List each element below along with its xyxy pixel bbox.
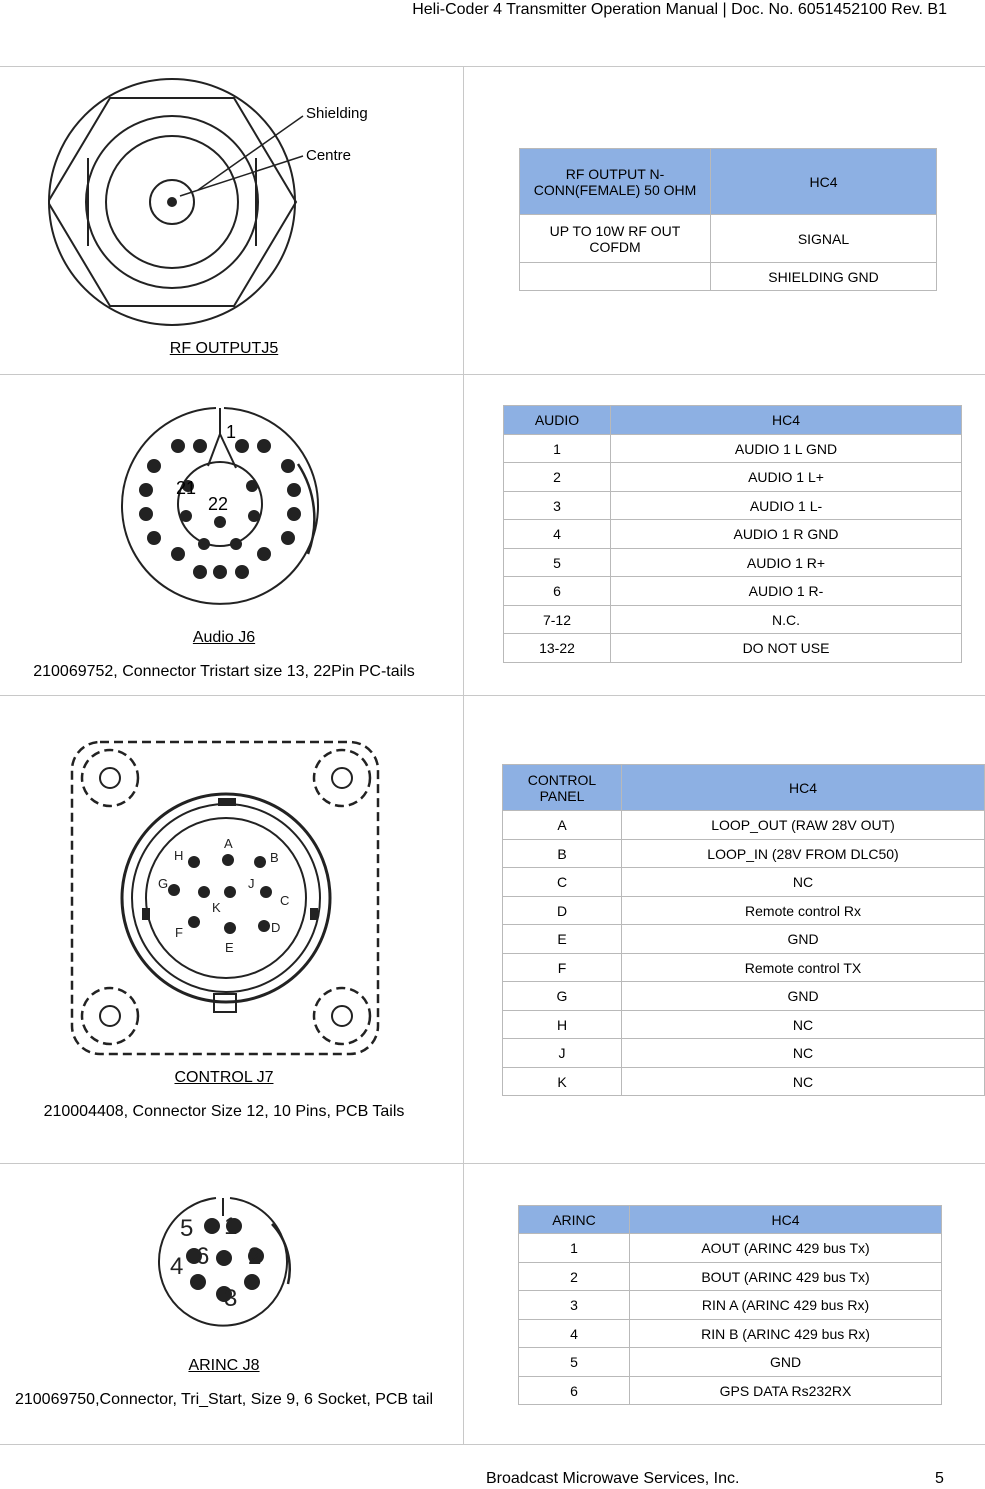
- figure-label: H: [174, 848, 184, 863]
- figure-caption: Audio J6: [192, 629, 256, 646]
- table-row: [519, 1263, 942, 1291]
- figure-label: B: [270, 850, 279, 865]
- table-cell: 4: [504, 520, 611, 549]
- table-row: [504, 634, 962, 663]
- table-row: [503, 1039, 985, 1068]
- table-cell: NC: [622, 868, 985, 897]
- table-row: [503, 982, 985, 1011]
- table-cell: Remote control Rx: [622, 897, 985, 925]
- table-cell: GND: [622, 982, 985, 1011]
- divider: [0, 695, 985, 696]
- column-header: CONTROL PANEL: [503, 765, 622, 811]
- pin-table: [502, 764, 985, 1096]
- page-header: Heli-Coder 4 Transmitter Operation Manual | Doc. No. 6051452100 Rev. B1: [412, 1, 947, 18]
- table-cell: 1: [519, 1234, 630, 1263]
- table-cell: G: [503, 982, 622, 1011]
- table-cell: 6: [504, 577, 611, 606]
- table-cell: Remote control TX: [622, 954, 985, 982]
- table-cell: AUDIO 1 L+: [611, 463, 962, 492]
- figure-caption: RF OUTPUTJ5: [169, 340, 279, 357]
- figure-label: Centre: [306, 147, 352, 164]
- figure-label: 22: [208, 494, 229, 514]
- table-row: [519, 1348, 942, 1377]
- table-cell: GND: [630, 1348, 942, 1377]
- table-cell: LOOP_IN (28V FROM DLC50): [622, 840, 985, 868]
- table-cell: AUDIO 1 R+: [611, 549, 962, 577]
- figure-label: J: [248, 876, 255, 891]
- table-cell: 6: [519, 1377, 630, 1405]
- figure-caption: ARINC J8: [188, 1357, 260, 1374]
- table-cell: 5: [504, 549, 611, 577]
- table-cell: SIGNAL: [711, 215, 937, 263]
- divider: [0, 374, 985, 375]
- figure-label: D: [271, 920, 281, 935]
- table-cell: LOOP_OUT (RAW 28V OUT): [622, 811, 985, 840]
- figure-label: F: [175, 925, 183, 940]
- table-cell: AUDIO 1 R GND: [611, 520, 962, 549]
- figure-label: G: [158, 876, 169, 891]
- figure-caption: CONTROL J7: [174, 1069, 274, 1086]
- table-row: [504, 549, 962, 577]
- divider: [0, 1444, 985, 1445]
- table-cell: [520, 263, 711, 291]
- pin-table: [519, 148, 937, 291]
- table-cell: AOUT (ARINC 429 bus Tx): [630, 1234, 942, 1263]
- table-row: [504, 463, 962, 492]
- table-cell: 3: [504, 492, 611, 520]
- table-row: [504, 520, 962, 549]
- figure-label: A: [224, 836, 233, 851]
- table-row: [520, 215, 937, 263]
- table-cell: 7-12: [504, 606, 611, 634]
- table-cell: NC: [622, 1039, 985, 1068]
- divider: [463, 66, 464, 1444]
- table-row: [503, 811, 985, 840]
- audio-connector-diagram: [118, 404, 328, 610]
- figure-label: 2: [248, 1243, 262, 1270]
- figure-subcaption: 210069750,Connector, Tri_Start, Size 9, 6 Socket, PCB tail: [14, 1391, 433, 1408]
- footer-company: Broadcast Microwave Services, Inc.: [486, 1470, 740, 1487]
- table-row: [520, 263, 937, 291]
- table-cell: 4: [519, 1320, 630, 1348]
- table-cell: NC: [622, 1068, 985, 1096]
- arinc-connector-diagram: [152, 1194, 294, 1328]
- figure-label: 1: [226, 422, 237, 442]
- column-header: HC4: [622, 765, 985, 811]
- table-cell: 1: [504, 435, 611, 463]
- table-cell: F: [503, 954, 622, 982]
- table-cell: UP TO 10W RF OUT COFDM: [520, 215, 711, 263]
- divider: [0, 1163, 985, 1164]
- table-row: [503, 897, 985, 925]
- column-header: HC4: [611, 406, 962, 435]
- table-cell: NC: [622, 1011, 985, 1039]
- pin-table: [518, 1205, 942, 1405]
- table-cell: DO NOT USE: [611, 634, 962, 663]
- table-row: [504, 492, 962, 520]
- pin-table: [503, 405, 962, 663]
- table-row: [519, 1320, 942, 1348]
- table-row: [503, 868, 985, 897]
- table-cell: BOUT (ARINC 429 bus Tx): [630, 1263, 942, 1291]
- table-cell: AUDIO 1 L-: [611, 492, 962, 520]
- figure-label: K: [212, 900, 221, 915]
- table-cell: 2: [504, 463, 611, 492]
- column-header: RF OUTPUT N-CONN(FEMALE) 50 OHM: [520, 149, 711, 215]
- table-cell: J: [503, 1039, 622, 1068]
- table-row: [519, 1234, 942, 1263]
- table-row: [503, 1068, 985, 1096]
- table-cell: SHIELDING GND: [711, 263, 937, 291]
- table-cell: K: [503, 1068, 622, 1096]
- column-header: AUDIO: [504, 406, 611, 435]
- table-row: [519, 1291, 942, 1320]
- control-connector-diagram: [70, 740, 382, 1058]
- table-cell: AUDIO 1 R-: [611, 577, 962, 606]
- table-cell: RIN B (ARINC 429 bus Rx): [630, 1320, 942, 1348]
- figure-label: 1: [224, 1213, 238, 1240]
- table-row: [503, 925, 985, 954]
- table-cell: 2: [519, 1263, 630, 1291]
- table-cell: RIN A (ARINC 429 bus Rx): [630, 1291, 942, 1320]
- table-cell: D: [503, 897, 622, 925]
- table-cell: GND: [622, 925, 985, 954]
- figure-subcaption: 210069752, Connector Tristart size 13, 22Pin PC-tails: [33, 663, 415, 680]
- table-row: [503, 840, 985, 868]
- figure-label: 6: [196, 1243, 210, 1270]
- figure-label: Shielding: [306, 105, 368, 122]
- table-row: [519, 1377, 942, 1405]
- column-header: HC4: [630, 1206, 942, 1234]
- column-header: ARINC: [519, 1206, 630, 1234]
- table-row: [504, 577, 962, 606]
- figure-label: 3: [224, 1285, 238, 1312]
- table-cell: H: [503, 1011, 622, 1039]
- table-row: [504, 435, 962, 463]
- table-row: [504, 606, 962, 634]
- column-header: HC4: [711, 149, 937, 215]
- table-row: [503, 1011, 985, 1039]
- figure-label: 21: [176, 478, 197, 498]
- divider: [0, 66, 985, 67]
- table-cell: 3: [519, 1291, 630, 1320]
- table-cell: E: [503, 925, 622, 954]
- table-row: [503, 954, 985, 982]
- table-cell: N.C.: [611, 606, 962, 634]
- figure-label: 4: [170, 1253, 184, 1280]
- page-number: 5: [935, 1470, 944, 1487]
- figure-label: 5: [180, 1215, 194, 1242]
- table-cell: C: [503, 868, 622, 897]
- table-cell: 5: [519, 1348, 630, 1377]
- table-cell: 13-22: [504, 634, 611, 663]
- table-cell: GPS DATA Rs232RX: [630, 1377, 942, 1405]
- table-cell: A: [503, 811, 622, 840]
- table-cell: B: [503, 840, 622, 868]
- figure-label: E: [225, 940, 234, 955]
- table-cell: AUDIO 1 L GND: [611, 435, 962, 463]
- rf-connector-diagram: [48, 78, 398, 330]
- figure-subcaption: 210004408, Connector Size 12, 10 Pins, PCB Tails: [43, 1103, 405, 1120]
- figure-label: C: [280, 893, 290, 908]
